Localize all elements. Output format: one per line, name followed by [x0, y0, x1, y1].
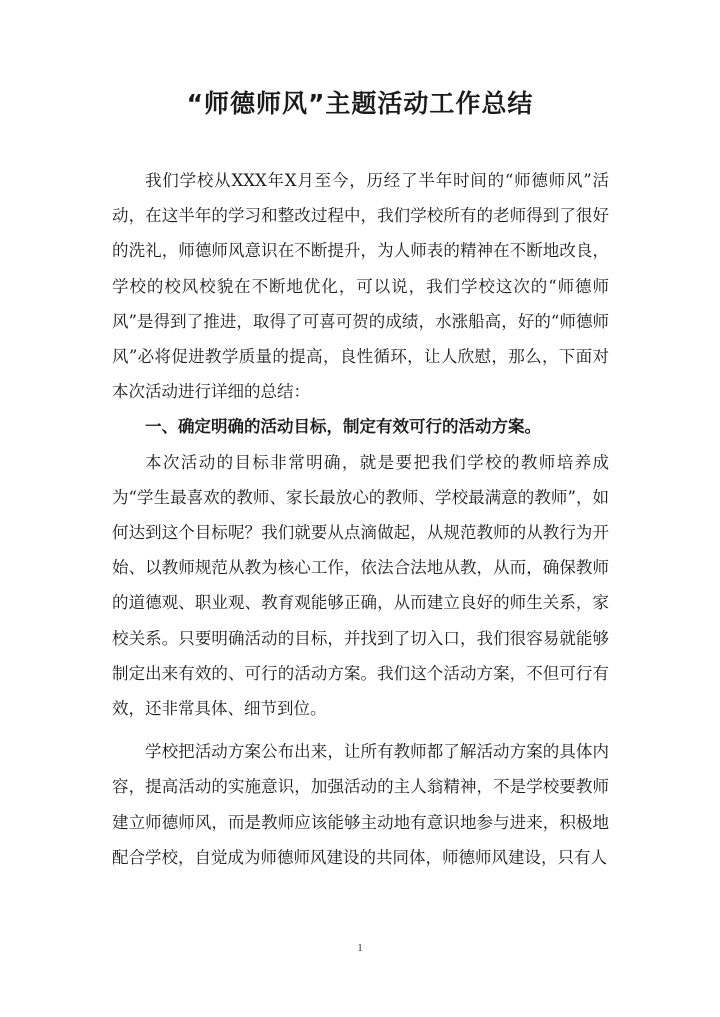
paragraph-goal: 本次活动的目标非常明确，就是要把我们学校的教师培养成为“学生最喜欢的教师、家长最放心的教师、学校最满意的教师”，如何达到这个目标呢？我们就要从点滴做起，从规范教师的从教行为开始、以教师规范从教为核心工作，依法合法地从教，从而，确保教师的道德观、职业观、教育观能够正确，从而建立良好的师生关系，家校关系。只要明确活动的目标，并找到了切入口，我们很容易就能够制定出来有效的、可行的活动方案。我们这个活动方案，不但可行有效，还非常具体、细节到位。 [112, 452, 609, 719]
page-number: 1 [357, 942, 363, 954]
section-heading-1: 一、确定明确的活动目标，制定有效可行的活动方案。 [145, 417, 541, 437]
paragraph-spacer [112, 726, 609, 734]
paragraph-announce: 学校把活动方案公布出来，让所有教师都了解活动方案的具体内容，提高活动的实施意识，加强活动的主人翁精神，不是学校要教师建立师德师风，而是教师应该能够主动地有意识地参与进来，积极地配合学校，自觉成为师德师风建设的共同体，师德师风建设，只有人 [112, 742, 609, 867]
paragraph-intro: 我们学校从XXX年X月至今，历经了半年时间的“师德师风”活动，在这半年的学习和整改过程中，我们学校所有的老师得到了很好的洗礼，师德师风意识在不断提升，为人师表的精神在不断地改良，学校的校风校貌在不断地优化，可以说，我们学校这次的“师德师风”是得到了推进，取得了可喜可贺的成绩，水涨船高，好的“师德师风”必将促进教学质量的提高，良性循环，让人欣慰，那么，下面对本次活动进行详细的总结： [112, 171, 609, 402]
document-body [112, 163, 609, 875]
document-title: “师德师风”主题活动工作总结 [186, 89, 534, 118]
